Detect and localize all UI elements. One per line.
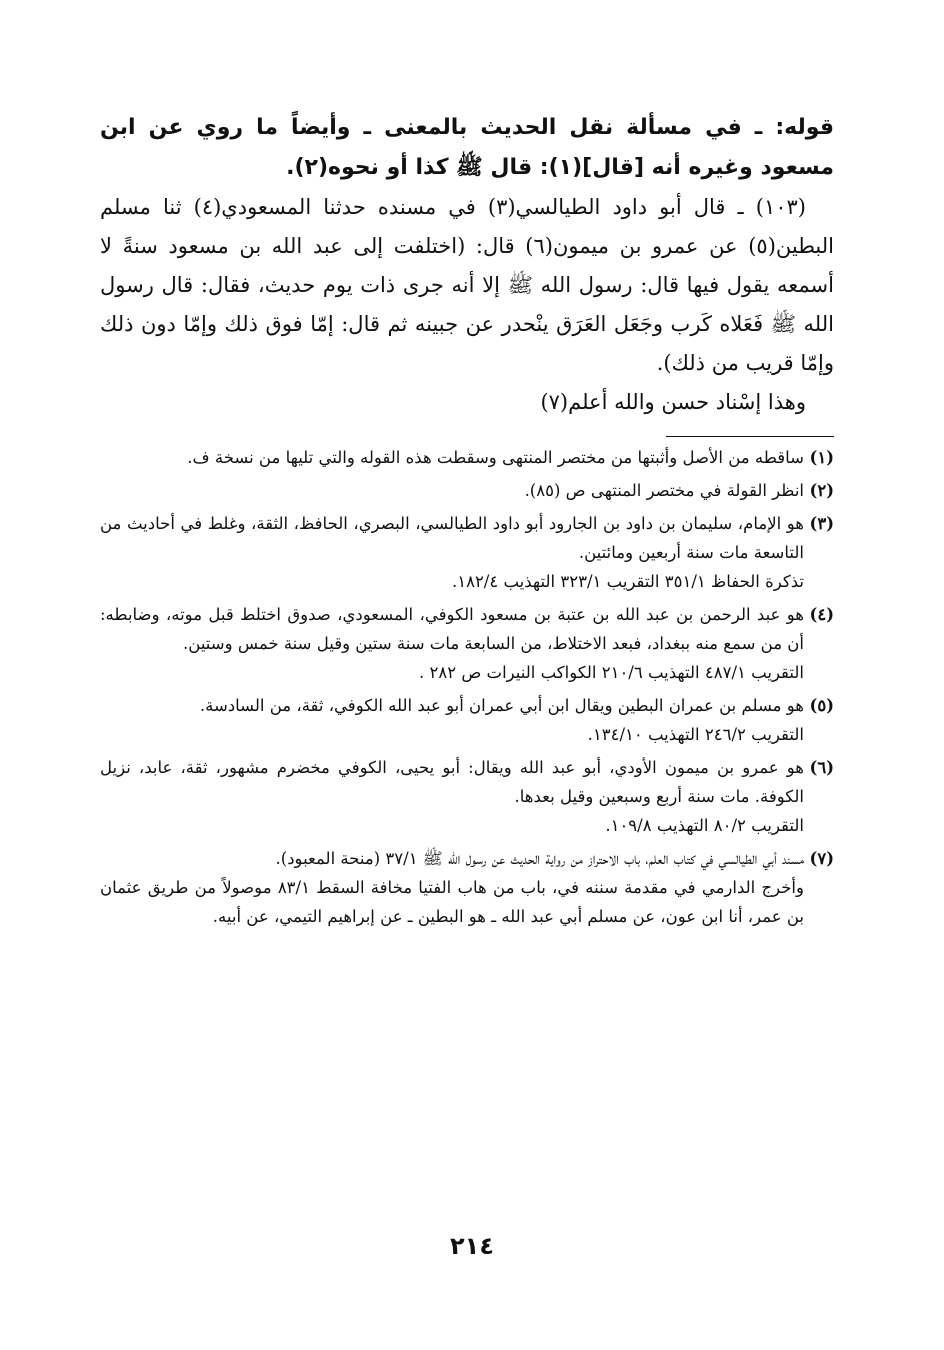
- footnote-4: [100, 600, 834, 687]
- footnote-text: ساقطه من الأصل وأثبتها من مختصر المنتهى وسقطت هذه القوله والتي تليها من نسخة ف.: [187, 448, 804, 467]
- footnote-number: (٤): [809, 605, 834, 624]
- footnote-reference: تذكرة الحفاظ ٣٥١/١ التقريب ٣٢٣/١ التهذيب ١٨٢/٤.: [451, 572, 804, 591]
- footnote-7: [100, 844, 834, 931]
- footnote-extra-text: وأخرج الدارمي في مقدمة سننه في، باب من هاب الفتيا مخافة السقط ٨٣/١ موصولاً من طريق عثمان بن عمر، أنا ابن عون، عن مسلم أبي عبد الله ـ هو البطين ـ عن إبراهيم التيمي، عن أبيه.: [100, 878, 804, 926]
- footnote-2: [100, 476, 834, 505]
- hadith-paragraph: (١٠٣) ـ قال أبو داود الطيالسي(٣) في مسنده حدثنا المسعودي(٤) ثنا مسلم البطين(٥) عن عمرو بن ميمون(٦) قال: (اختلفت إلى عبد الله بن مسعود سنةً لا أسمعه يقول فيها قال: رسول الله ﷺ إلا أنه جرى ذات يوم حديث، فقال: قال رسول الله ﷺ فَعَلاه كَرب وجَعَل العَرَق ينْحدر عن جبينه ثم قال: إمّا فوق ذلك وإمّا دون ذلك وإمّا قريب من ذلك).: [100, 195, 834, 375]
- footnote-separator: [666, 436, 834, 437]
- footnote-text: هو الإمام، سليمان بن داود بن الجارود أبو داود الطيالسي، البصري، الحافظ، الثقة، وغلط في أحاديث من التاسعة مات سنة أربعين ومائتين.: [100, 514, 804, 562]
- footnote-text: هو عمرو بن ميمون الأودي، أبو عبد الله ويقال: أبو يحيى، الكوفي مخضرم مشهور، ثقة، عابد، نزيل الكوفة. مات سنة أربع وسبعين وقيل بعدها.: [100, 758, 804, 806]
- footnote-number: (١): [809, 448, 834, 467]
- footnote-1: [100, 443, 834, 472]
- page-number: ٢١٤: [450, 1232, 494, 1260]
- footnote-text: هو عبد الرحمن بن عبد الله بن عتبة بن مسعود الكوفي، المسعودي، صدوق اختلط قبل موته، وضابطه: أن من سمع منه ببغداد، فبعد الاختلاط، من السابعة مات سنة ستين وقيل سنة خمس وستين.: [100, 605, 804, 653]
- footnote-text: انظر القولة في مختصر المنتهى ص (٨٥).: [524, 481, 804, 500]
- footnote-number: (٦): [809, 758, 834, 777]
- footnotes: [100, 443, 834, 931]
- footnote-number: (٢): [809, 481, 834, 500]
- footnote-text: مسند أبي الطيالسي في كتاب العلم، باب الاحتراز من رواية الحديث عن رسول الله ﷺ ٣٧/١ (منحة المعبود).: [275, 849, 804, 868]
- footnote-5: [100, 691, 834, 749]
- footnote-6: [100, 753, 834, 840]
- footnote-number: (٧): [809, 849, 834, 868]
- isnad-grading: وهذا إسْناد حسن والله أعلم(٧): [540, 390, 806, 414]
- page-body: [100, 108, 834, 935]
- footnote-reference: التقريب ٨٠/٢ التهذيب ١٠٩/٨.: [605, 816, 804, 835]
- footnote-number: (٣): [809, 514, 834, 533]
- footnote-text: هو مسلم بن عمران البطين ويقال ابن أبي عمران أبو عبد الله الكوفي، ثقة، من السادسة.: [199, 696, 804, 715]
- main-text: [100, 188, 834, 422]
- footnote-3: [100, 509, 834, 596]
- section-heading: قوله: ـ في مسألة نقل الحديث بالمعنى ـ وأيضاً ما روي عن ابن مسعود وغيره أنه [قال](١): قال ﷺ كذا أو نحوه(٢).: [100, 115, 834, 180]
- footnote-number: (٥): [809, 696, 834, 715]
- footnote-reference: التقريب ٢٤٦/٢ التهذيب ١٣٤/١٠.: [587, 725, 804, 744]
- footnote-reference: التقريب ٤٨٧/١ التهذيب ٢١٠/٦ الكواكب النيرات ص ٢٨٢ .: [419, 663, 804, 682]
